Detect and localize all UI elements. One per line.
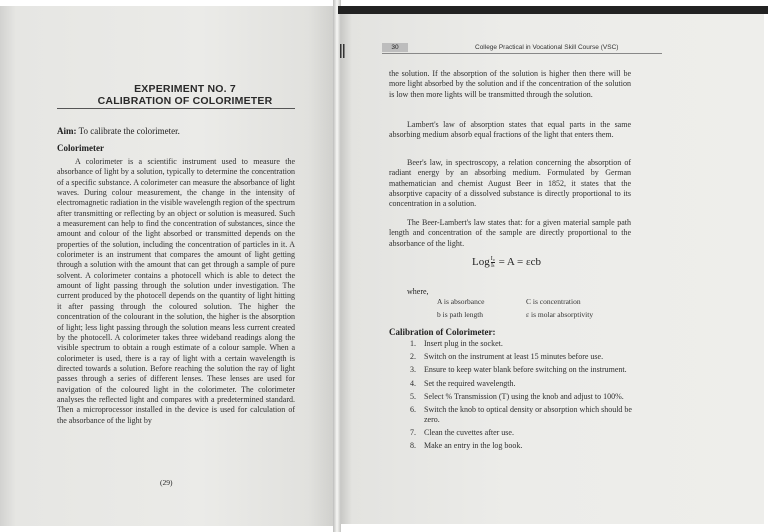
- step-text: Insert plug in the socket.: [424, 339, 503, 348]
- binding-marks: [340, 44, 346, 58]
- paragraph-beer-lambert-law: The Beer-Lambert's law states that: for a given material sample path length and concentration of the sample are directly proportional to the absorbance of the light.: [389, 218, 631, 248]
- experiment-title: EXPERIMENT NO. 7: [134, 83, 236, 95]
- title-rule: [57, 108, 295, 109]
- paragraph-continued: the solution. If the absorption of the solution is higher then there will be more light absorbed by the solution and if the concentration of the solution is low then more lights will be transmitted through the solution.: [389, 69, 631, 99]
- left-page-number: (29): [160, 478, 173, 487]
- list-item: [398, 339, 634, 349]
- step-text: Make an entry in the log book.: [424, 441, 523, 451]
- step-text: Switch on the instrument at least 15 minutes before use.: [424, 352, 604, 362]
- step-text: Clean the cuvettes after use.: [424, 428, 514, 438]
- list-item: [398, 352, 634, 362]
- header-rule: [382, 53, 662, 54]
- definition-absorbance: A is absorbance: [437, 297, 485, 306]
- formula-denominator: Iₜ: [491, 263, 495, 269]
- step-number: 4.: [410, 378, 416, 388]
- paragraph-beer-law: Beer's law, in spectroscopy, a relation concerning the absorption of radiant energy by an absorbing medium. Formulated by German mathematician and chemist August Beer in 1852, it states that the absorptive capacity of a dissolved substance is directly proportional to its concentration in a solution.: [389, 158, 631, 209]
- formula-log: Log: [472, 256, 490, 269]
- list-item: [398, 428, 634, 438]
- formula-fraction: [491, 256, 495, 269]
- experiment-subtitle: CALIBRATION OF COLORIMETER: [97, 95, 273, 107]
- aim-text: To calibrate the colorimeter.: [78, 126, 180, 136]
- calibration-steps: [398, 339, 634, 455]
- top-edge-band: [338, 6, 768, 14]
- formula-numerator: I₀: [490, 256, 495, 262]
- book-spine: [333, 0, 341, 532]
- list-item: [398, 379, 634, 389]
- step-text: Switch the knob to optical density or absorption which should be zero.: [424, 404, 632, 424]
- step-number: 8.: [410, 441, 416, 451]
- step-text: Set the required wavelength.: [424, 378, 516, 388]
- aim-line: [57, 126, 180, 136]
- colorimeter-paragraph: A colorimeter is a scientific instrument used to measure the absorbance of light by a solution, typically to determine the concentration of a specific substance. A colorimeter can measure the absorbance of light waves. During colour measurement, the change in the intensity of electromagnetic radiation in the visible wavelength region of the spectrum after transmitting or reflecting by an object or solution is measured. Such a measurement can help to find the concentration of substances, since the amount and colour of the light absorbed or transmitted depends on the properties of the solution, including the concentration of particles in it. A colorimeter is an instrument that compares the amount of light getting through a solution with the amount that can get through a sample of pure solvent. A colorimeter contains a photocell which is able to detect the amount of light passing through the solution under investigation. The current produced by the photocell depends on the quantity of light hitting it after passing through the coloured solution. The higher the concentration of the colourant in the solution, the higher is the absorption of light; less light passing through the solution means less current created by the photocell. A colorimeter takes three wideband readings along the visible spectrum to obtain a rough estimate of a colour sample. When a colorimeter is used, there is a ray of light with a certain wavelength is directed towards a solution. Before reaching the solution the ray of light passes through a series of different lenses. These lenses are used for navigation of the coloured light in the colorimeter. The colorimeter analyses the reflected light and compares with a predetermined standard. Then a microprocessor installed in the device is used for calculation of the absorbance of the light by: [57, 157, 295, 425]
- list-item: [398, 365, 634, 375]
- calibration-heading: Calibration of Colorimeter:: [389, 327, 496, 337]
- definition-concentration: C is concentration: [526, 297, 581, 306]
- step-text: Select % Transmission (T) using the knob and adjust to 100%.: [424, 391, 624, 401]
- step-number: 2.: [410, 352, 416, 362]
- running-title: College Practical in Vocational Skill Course (VSC): [475, 44, 619, 51]
- formula-rest: = A = εcb: [498, 256, 541, 269]
- definition-molar-absorptivity: ε is molar absorptivity: [526, 310, 594, 319]
- where-label: where,: [407, 287, 429, 296]
- aim-label: Aim:: [57, 126, 77, 136]
- paragraph-lambert-law: Lambert's law of absorption states that equal parts in the same absorbing medium absorb equal fractions of the light that enters them.: [389, 120, 631, 140]
- definition-path-length: b is path length: [437, 310, 484, 319]
- step-number: 5.: [410, 391, 416, 401]
- list-item: [398, 405, 634, 425]
- running-page-number: 30: [382, 43, 408, 52]
- step-number: 7.: [410, 428, 416, 438]
- list-item: [398, 392, 634, 402]
- step-number: 1.: [410, 339, 416, 348]
- beer-lambert-formula: [472, 256, 541, 269]
- step-number: 3.: [410, 365, 416, 375]
- colorimeter-heading: Colorimeter: [57, 143, 104, 153]
- step-number: 6.: [410, 404, 416, 414]
- step-text: Ensure to keep water blank before switching on the instrument.: [424, 365, 627, 375]
- list-item: [398, 441, 634, 451]
